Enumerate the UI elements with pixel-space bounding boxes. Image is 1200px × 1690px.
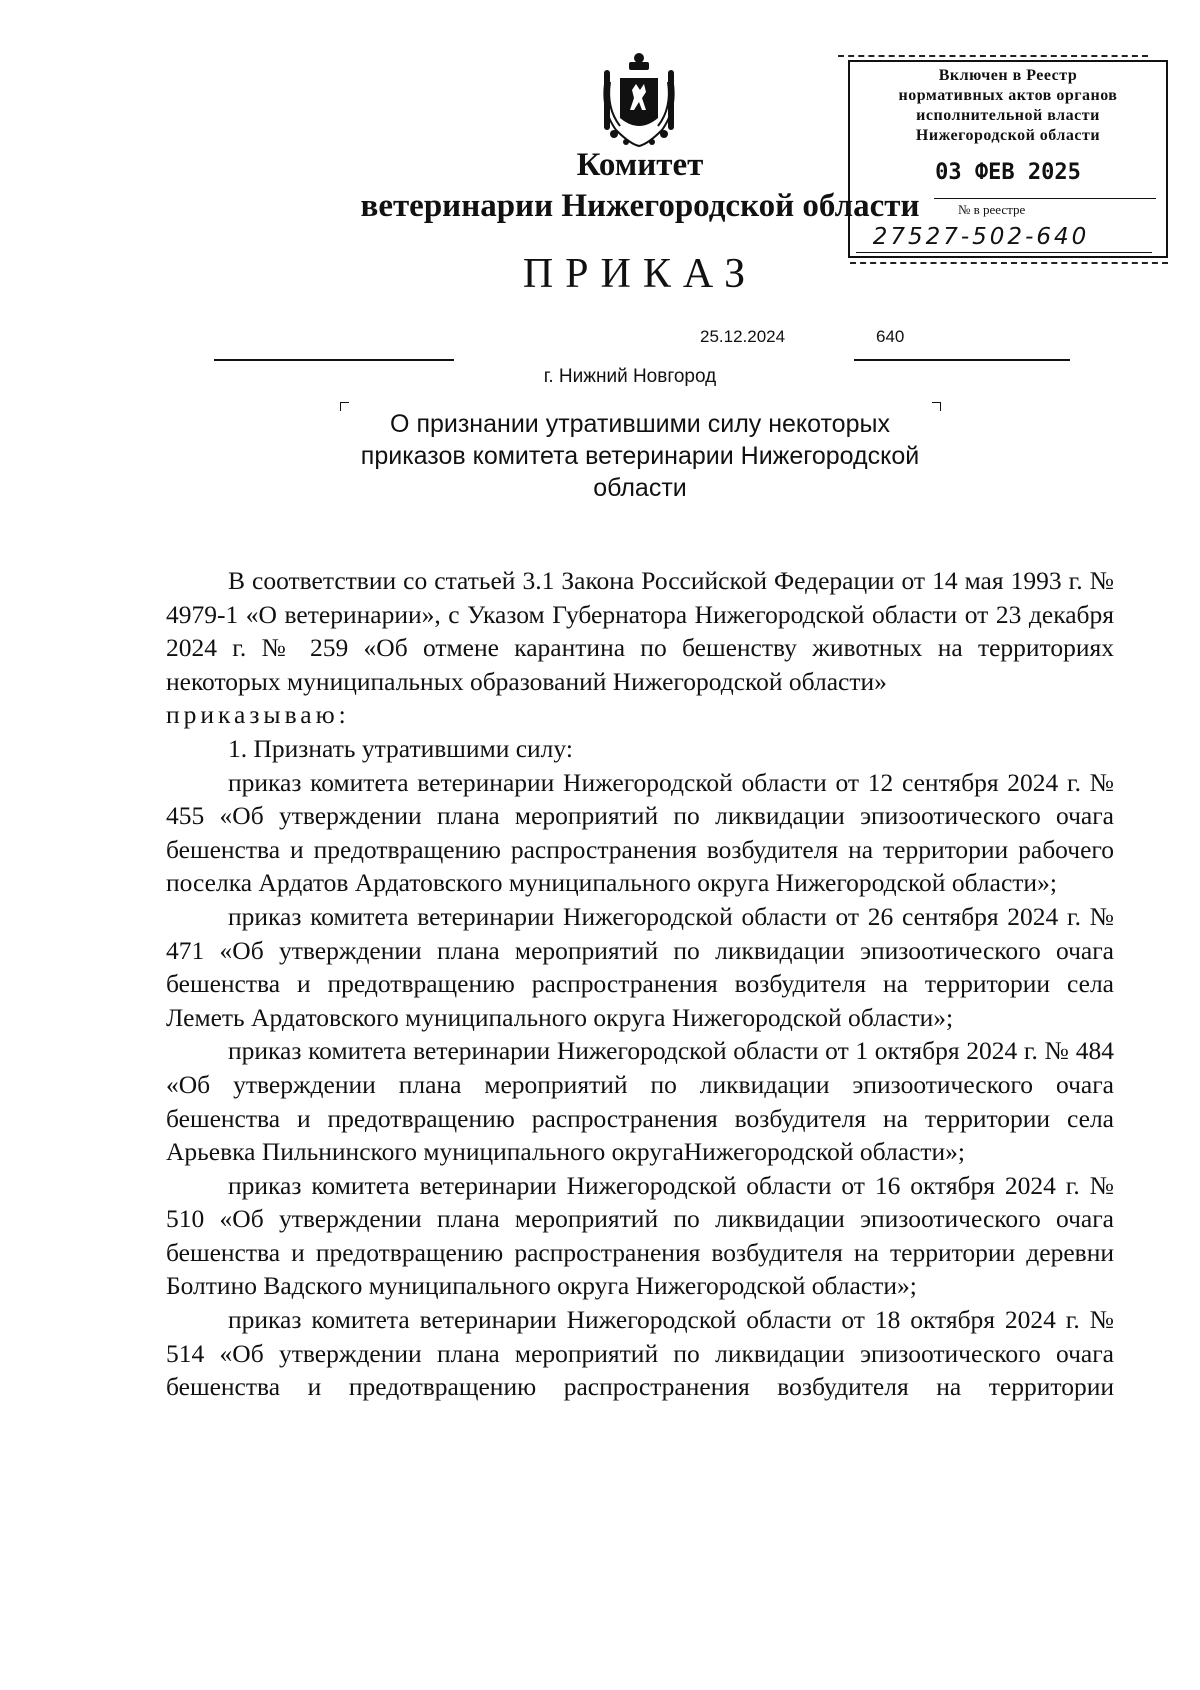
stamp-registry-underline [856, 252, 1152, 253]
stamp-edge-bottom [850, 262, 1168, 264]
org-name-line1: Комитет [576, 147, 704, 183]
order-subject [340, 408, 940, 504]
repealed-order-5: приказ комитета ветеринарии Нижегородской области от 18 октября 2024 г. № 514 «Об утверждении плана мероприятий по ликвидации эпизоотического очага бешенства и предотвращению распространения возбудителя на территории [166, 1305, 1114, 1402]
subject-line-3: области [593, 474, 687, 502]
subject-line-1: О признании утратившими силу некоторых [390, 410, 890, 438]
stamp-line-1: Включен в Реестр [938, 67, 1078, 84]
stamp-date: 03 ФЕВ 2025 [935, 160, 1081, 185]
item-1-heading: 1. Признать утратившими силу: [228, 733, 573, 763]
order-number: 640 [876, 327, 905, 346]
order-city: г. Нижний Новгород [543, 366, 717, 387]
stamp-registry-number: 27527-502-640 [872, 224, 1090, 250]
stamp-edge-top [838, 55, 1148, 57]
repealed-order-2: приказ комитета ветеринарии Нижегородской области от 26 сентября 2024 г. № 471 «Об утверждении плана мероприятий по ликвидации эпизоотического очага бешенства и предотвращению распространения возбудителя на территории села Леметь Ардатовского муниципального округа Нижегородской области»; [166, 901, 1114, 1032]
command-word: приказываю: [166, 700, 350, 730]
stamp-registry-label: № в реестре [958, 202, 1026, 217]
repealed-order-1: приказ комитета ветеринарии Нижегородской области от 12 сентября 2024 г. № 455 «Об утверждении плана мероприятий по ликвидации эпизоотического очага бешенства и предотвращению распространения возбудителя на территории рабочего поселка Ардатов Ардатовского муниципального округа Нижегородской области»; [166, 767, 1114, 898]
repealed-order-4: приказ комитета ветеринарии Нижегородской области от 16 октября 2024 г. № 510 «Об утверждении плана мероприятий по ликвидации эпизоотического очага бешенства и предотвращению распространения возбудителя на территории деревни Болтино Вадского муниципального округа Нижегородской области»; [166, 1170, 1114, 1301]
date-underline-left [214, 359, 454, 361]
number-underline-right [854, 359, 1070, 361]
stamp-line-3: исполнительной власти [916, 107, 1100, 124]
order-body [166, 564, 1114, 1404]
coat-of-arms-icon [596, 48, 682, 148]
subject-line-2: приказов комитета ветеринарии Нижегородской [360, 442, 920, 470]
stamp-line-2: нормативных актов органов [898, 87, 1118, 104]
registry-stamp [848, 60, 1168, 258]
order-date: 25.12.2024 [700, 327, 786, 346]
stamp-divider [934, 198, 1156, 199]
stamp-line-4: Нижегородской области [915, 127, 1101, 144]
preamble-paragraph: В соответствии со статьей 3.1 Закона Российской Федерации от 14 мая 1993 г. № 4979-1 «О ветеринарии», с Указом Губернатора Нижегородской области от 23 декабря 2024 г. № 259 «Об отмене карантина по бешенству животных на территориях некоторых муниципальных образований Нижегородской области» [166, 566, 1114, 696]
document-type-title: ПРИКАЗ [522, 251, 758, 297]
org-name-line2: ветеринарии Нижегородской области [360, 188, 920, 224]
repealed-order-3: приказ комитета ветеринарии Нижегородской области от 1 октября 2024 г. № 484 «Об утверждении плана мероприятий по ликвидации эпизоотического очага бешенства и предотвращению распространения возбудителя на территории села Арьевка Пильнинского муниципального округаНижегородской области»; [166, 1036, 1114, 1167]
